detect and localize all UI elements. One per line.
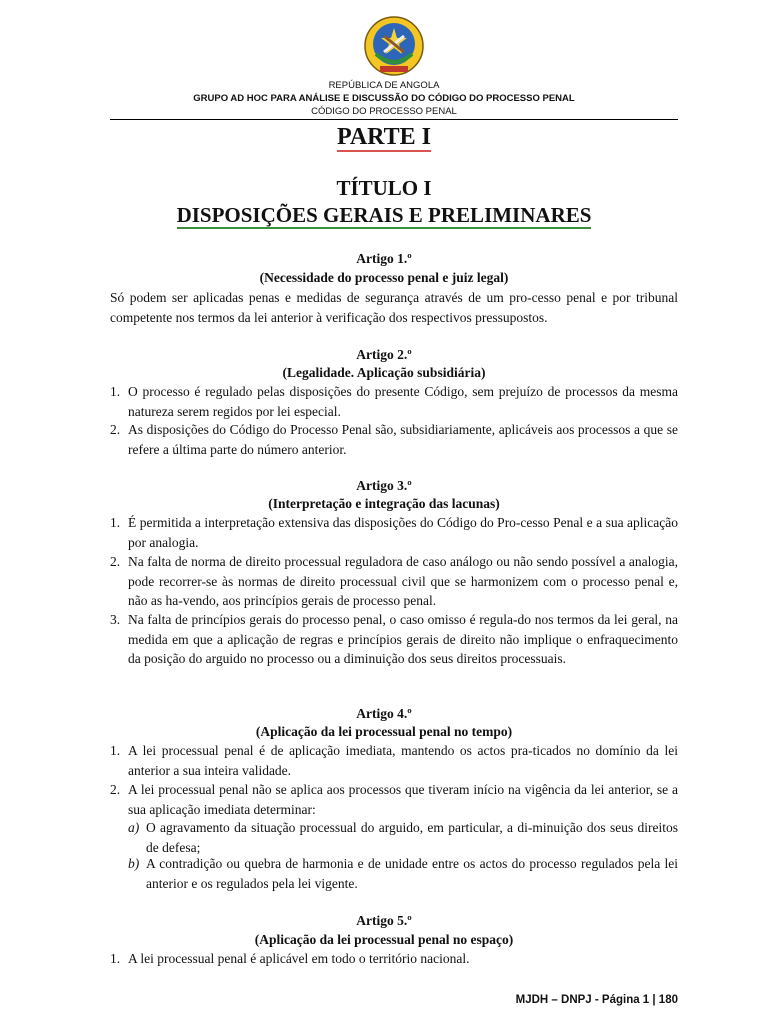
article-paragraph: Só podem ser aplicadas penas e medidas de segurança através de um pro-cesso penal e por tribunal competente nos termos da lei anterior à verificação dos respectivos pressupostos.	[110, 290, 678, 325]
angola-coat-of-arms-icon	[362, 14, 426, 78]
header-code: CÓDIGO DO PROCESSO PENAL	[311, 106, 457, 117]
header-republic: REPÚBLICA DE ANGOLA	[328, 80, 440, 91]
article-number: Artigo 5.º	[356, 913, 412, 928]
article-heading: (Interpretação e integração das lacunas)	[268, 496, 500, 511]
article-heading: (Aplicação da lei processual penal no espaço)	[254, 932, 514, 947]
header-group: GRUPO AD HOC PARA ANÁLISE E DISCUSSÃO DO CÓDIGO DO PROCESSO PENAL	[193, 93, 575, 104]
article-heading: (Legalidade. Aplicação subsidiária)	[282, 365, 486, 380]
titulo-subheading: DISPOSIÇÕES GERAIS E PRELIMINARES	[176, 203, 592, 227]
article-heading: (Aplicação da lei processual penal no tempo)	[255, 724, 513, 739]
article-number: Artigo 2.º	[356, 347, 412, 362]
titulo-heading: TÍTULO I	[336, 176, 432, 200]
article-heading: (Necessidade do processo penal e juiz legal)	[259, 270, 509, 285]
article-number: Artigo 1.º	[356, 251, 412, 266]
document-page: REPÚBLICA DE ANGOLA GRUPO AD HOC PARA ANÁLISE E DISCUSSÃO DO CÓDIGO DO PROCESSO PENAL CÓDIGO DO PROCESSO PENAL PARTE I TÍTULO I DISPOSIÇÕES GERAIS E PRELIMINARES Artigo 1.º (Necessidade do processo penal e juiz legal) Só podem ser aplicadas penas e medidas de segurança através de um pro-cesso penal e por tribunal competente nos termos da lei anterior à verificação dos respectivos pressupostos. Artigo 2.º (Legalidade. Aplicação subsidiária) 1. O processo é regulado pelas disposições do presente Código, sem prejuízo de processos da mesma natureza serem regidos por lei especial. 2. As disposições do Código do Processo Penal são, subsidiariamente, aplicáveis aos processos a que se refere a última parte do número anterior. Artigo 3.º (Interpretação e integração das lacunas) 1. É permitida a interpretação extensiva das disposições do Código do Pro-cesso Penal e a sua aplicação por analogia. 2. Na falta de norma de direito processual reguladora de caso análogo ou não sendo possível a analogia, pode recorrer-se às normas de direito processual civil que se harmonizem com o processo penal e, não as ha-vendo, aos princípios gerais de processo penal. 3. Na falta de princípios gerais do processo penal, o caso omisso é regula-do nos termos da lei geral, na medida em que a aplicação de regras e princípios gerais de direito não implique o enfraquecimento da posição do arguido no processo ou a diminuição dos seus direitos processuais. Artigo 4.º (Aplicação da lei processual penal no tempo) 1. A lei processual penal é de aplicação imediata, mantendo os actos pra-ticados no domínio da lei anterior a sua inteira validade. 2. A lei processual penal não se aplica aos processos que tiveram início na vigência da lei anterior, se a sua aplicação imediata determinar: a) O agravamento da situação processual do arguido, em particular, a di-minuição dos seus direitos de defesa; b) A contradição ou quebra de harmonia e de unidade entre os actos do processo regulados pela lei anterior e os regulados pela lei vigente. Artigo 5.º (Aplicação da lei processual penal no espaço) 1. A lei processual penal é aplicável em todo o território nacional. MJDH – DNPJ - Página 1 | 180	[0, 0, 768, 1024]
page-footer: MJDH – DNPJ - Página 1 | 180	[515, 994, 678, 1006]
article-number: Artigo 3.º	[356, 478, 412, 493]
header-divider	[110, 119, 678, 120]
article-number: Artigo 4.º	[356, 706, 412, 721]
parte-heading: PARTE I	[336, 124, 432, 150]
